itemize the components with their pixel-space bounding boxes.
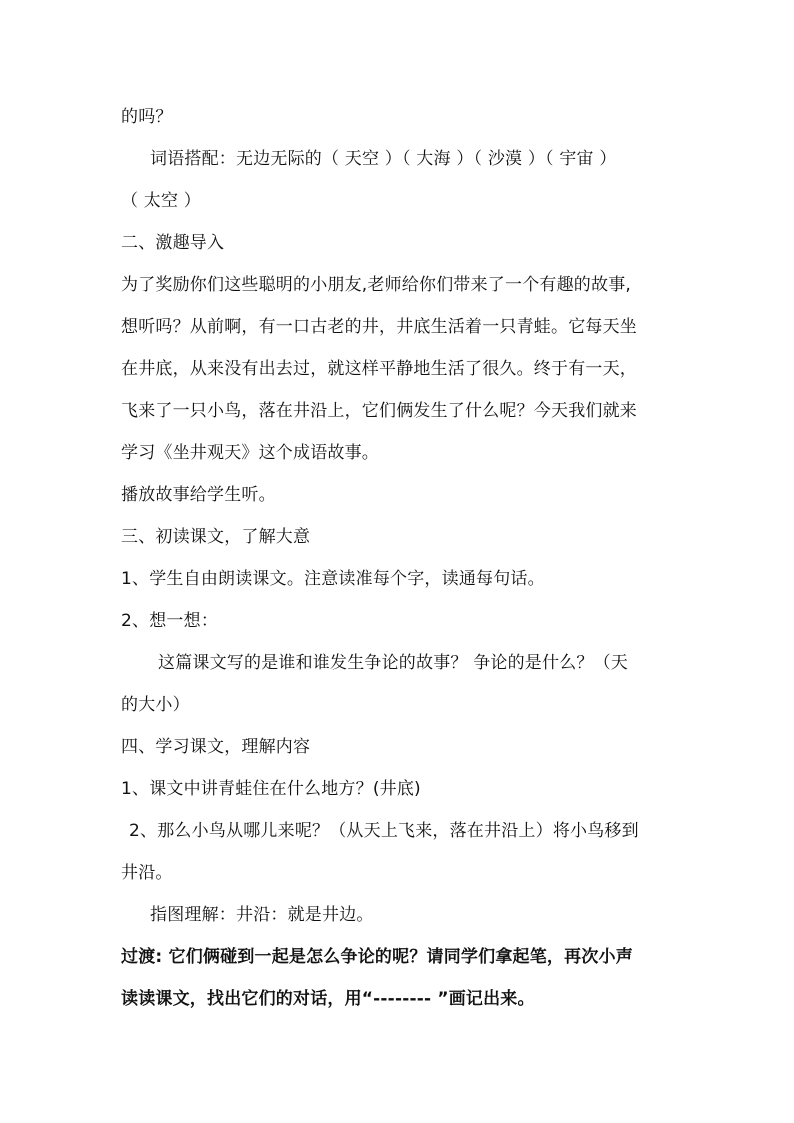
text-line: 井沿。 (121, 863, 173, 883)
text-line: （ 太空 ） (121, 191, 202, 211)
text-line: 为了奖励你们这些聪明的小朋友,老师给你们带来了一个有趣的故事, (121, 275, 632, 295)
text-line: 词语搭配：无边无际的（ 天空 ）（ 大海 ）（ 沙漠 ）（ 宇宙 ） (150, 149, 617, 169)
section-heading: 三、初读课文，了解大意 (121, 527, 311, 547)
text-line: 这篇课文写的是谁和谁发生争论的故事？ 争论的是什么？（天 (158, 653, 629, 673)
text-line: 想听吗？从前啊，有一口古老的井，井底生活着一只青蛙。它每天坐 (121, 317, 637, 337)
text-line: 飞来了一只小鸟，落在井沿上，它们俩发生了什么呢？今天我们就来 (121, 401, 637, 421)
transition-line: 读读课文，找出它们的对话，用“-------- ”画记出来。 (121, 989, 535, 1009)
text-line: 的大小） (121, 695, 190, 715)
text-line: 2、那么小鸟从哪儿来呢？（从天上飞来，落在井沿上）将小鸟移到 (129, 821, 639, 841)
text-line: 2、想一想： (121, 611, 219, 631)
text-line: 1、学生自由朗读课文。注意读准每个字，读通每句话。 (121, 569, 545, 589)
section-heading: 四、学习课文，理解内容 (121, 737, 311, 757)
text-line: 指图理解：井沿：就是井边。 (150, 905, 374, 925)
text-line: 学习《坐井观天》这个成语故事。 (121, 443, 379, 463)
text-line: 1、课文中讲青蛙住在什么地方？(井底) (121, 779, 421, 799)
text-line: 播放故事给学生听。 (121, 485, 276, 505)
text-line: 的吗？ (121, 107, 173, 127)
transition-line: 过渡: 它们俩碰到一起是怎么争论的呢？请同学们拿起笔，再次小声 (121, 947, 633, 967)
text-line: 在井底，从来没有出去过，就这样平静地生活了很久。终于有一天， (121, 359, 637, 379)
section-heading: 二、激趣导入 (121, 233, 225, 253)
